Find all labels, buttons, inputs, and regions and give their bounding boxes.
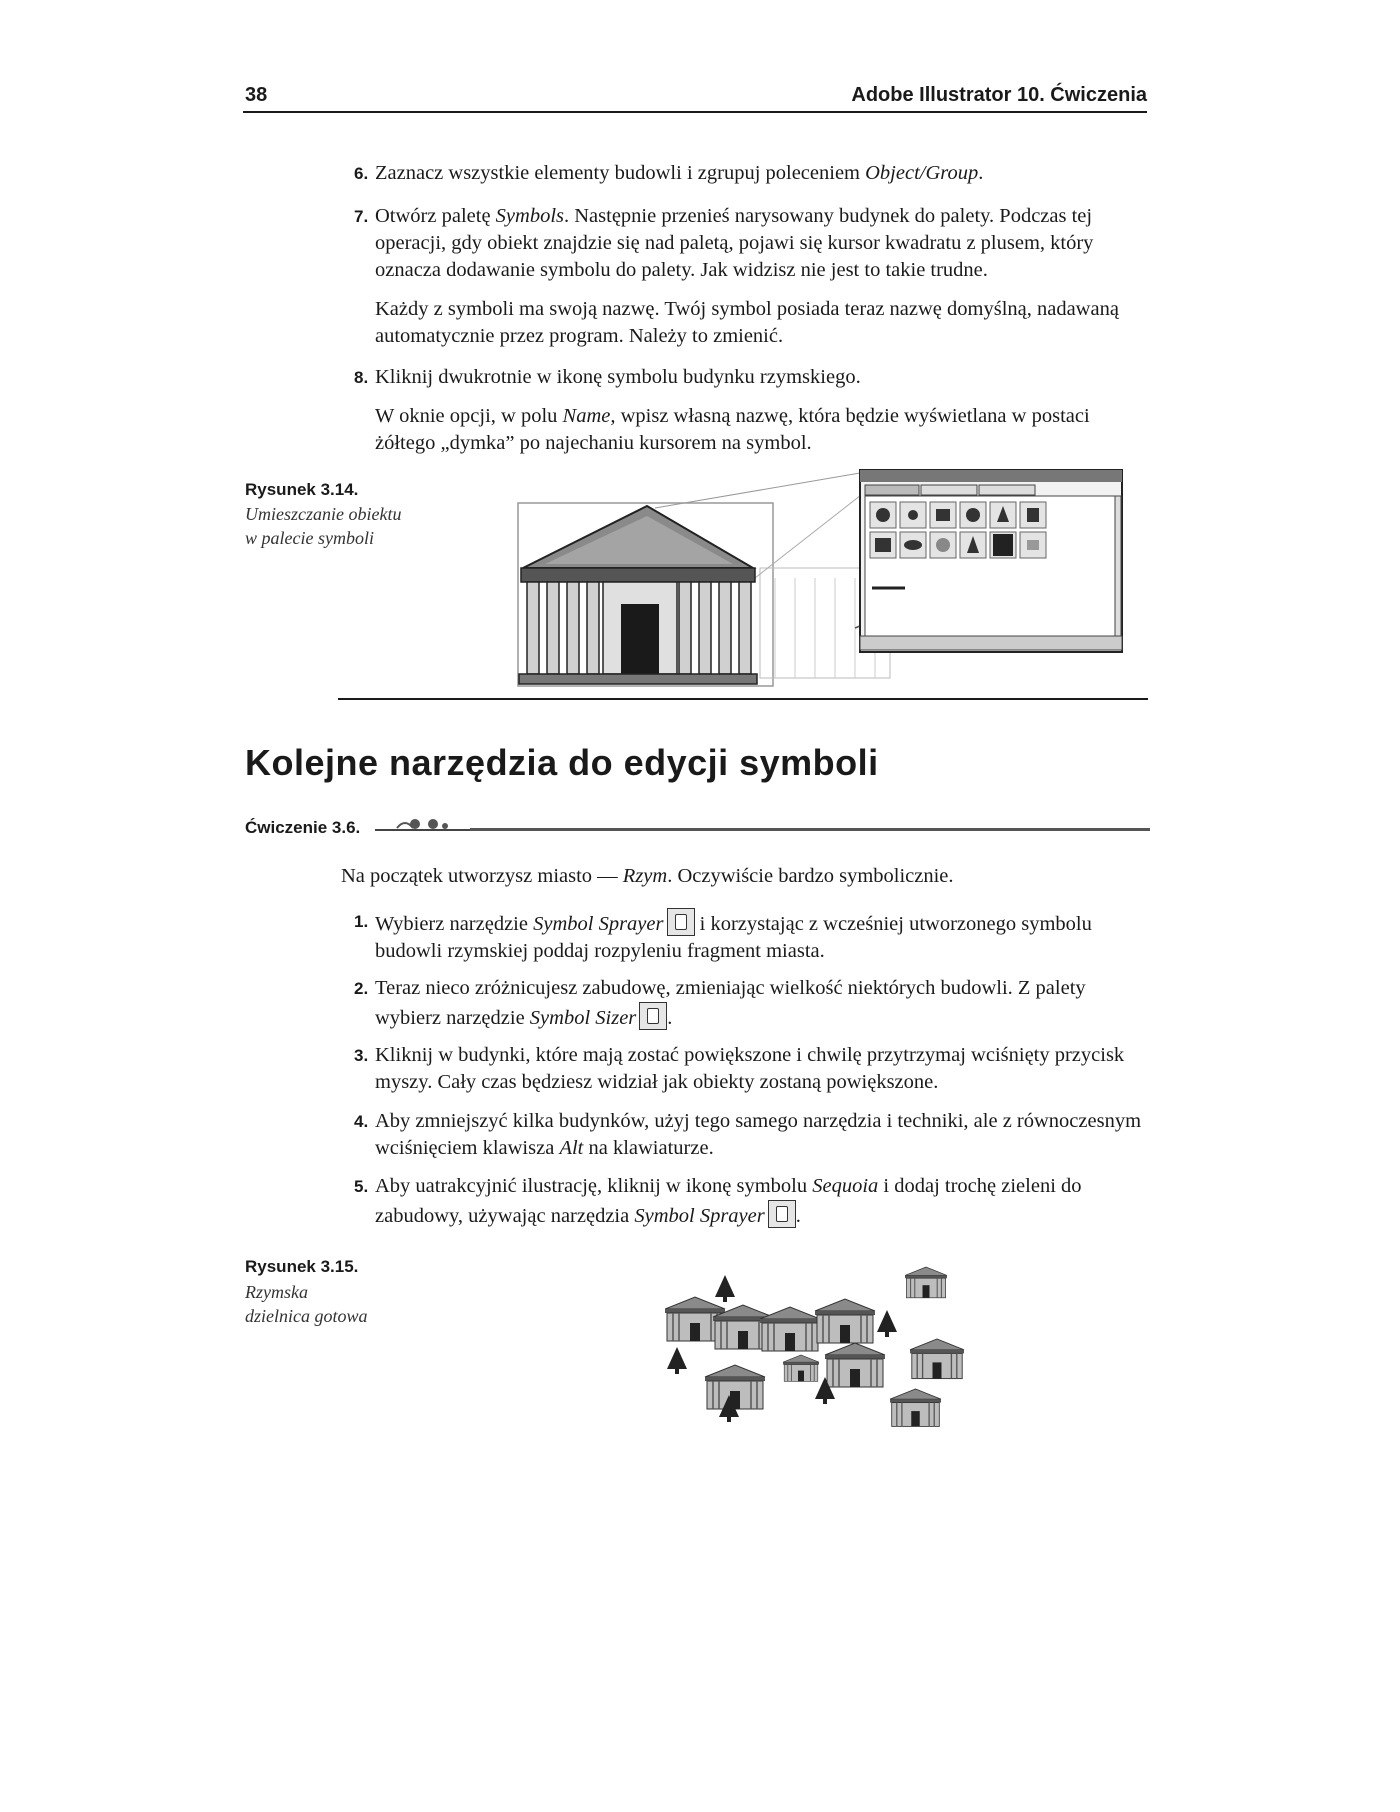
sequoia-tree bbox=[877, 1310, 897, 1337]
step-number: 7. bbox=[354, 207, 369, 226]
figure-1-caption-line2: w palecie symboli bbox=[245, 528, 374, 548]
building-door bbox=[621, 604, 659, 674]
step-text: Teraz nieco zróżnicujesz zabudowę, zmieniając wielkość niektórych budowli. Z palety wybierz narzędzie bbox=[375, 977, 1086, 1029]
step-text: Aby uatrakcyjnić ilustrację, kliknij w ikonę symbolu bbox=[375, 1175, 813, 1197]
step-text: Kliknij w budynki, które mają zostać powiększone i chwilę przytrzymaj wciśnięty przycisk myszy. Cały czas będziesz widział jak obiekty zostaną powiększone. bbox=[375, 1044, 1125, 1093]
exercise-label: Ćwiczenie 3.6. bbox=[245, 818, 361, 837]
step-italic-2: Symbol Sprayer bbox=[634, 1205, 765, 1227]
symbol-sizer-icon bbox=[639, 1002, 667, 1030]
step-text: Zaznacz wszystkie elementy budowli i zgrupuj poleceniem bbox=[375, 162, 866, 184]
figure-2-illustration bbox=[665, 1255, 975, 1440]
step-italic: Symbol Sizer bbox=[529, 1007, 637, 1029]
step-italic: Alt bbox=[559, 1137, 584, 1159]
paragraph-name-field bbox=[375, 403, 1115, 457]
symbol-sprayer-icon bbox=[667, 908, 695, 936]
step-1 bbox=[354, 908, 1145, 965]
paragraph-italic: Name, bbox=[562, 405, 616, 427]
step-text-after: na klawiaturze. bbox=[583, 1137, 714, 1159]
step-italic: Symbol Sprayer bbox=[533, 913, 664, 935]
step-text-after-2: . bbox=[795, 1205, 801, 1227]
figure-1-caption-line1: Umieszczanie obiektu bbox=[245, 504, 402, 524]
step-6 bbox=[354, 160, 1155, 187]
symbol-sprayer-icon bbox=[768, 1200, 796, 1228]
roman-building bbox=[825, 1343, 885, 1387]
intro-paragraph bbox=[341, 863, 1141, 890]
roman-building bbox=[890, 1389, 941, 1426]
step-number: 3. bbox=[354, 1046, 369, 1065]
building-entablature bbox=[521, 568, 755, 582]
figure-1-label: Rysunek 3.14. bbox=[245, 480, 359, 499]
step-8 bbox=[354, 364, 1155, 391]
step-text-after: . bbox=[978, 162, 984, 184]
step-number: 2. bbox=[354, 979, 369, 998]
roman-building bbox=[783, 1355, 819, 1381]
paragraph-text-after: wpisz własną nazwę, która będzie wyświetlana w postaci żółtego „dymka” po najechaniu kursorem na symbol. bbox=[375, 405, 1090, 454]
page-number: 38 bbox=[245, 84, 268, 106]
intro-text-after: . Oczywiście bardzo symbolicznie. bbox=[667, 865, 954, 887]
figure-1-rule bbox=[338, 698, 1148, 700]
step-number: 4. bbox=[354, 1112, 369, 1131]
exercise-ornament-icon bbox=[375, 816, 471, 836]
book-title: Adobe Illustrator 10. Ćwiczenia bbox=[851, 84, 1147, 106]
step-number: 6. bbox=[354, 164, 369, 183]
step-italic: Sequoia bbox=[812, 1175, 879, 1197]
step-text: Wybierz narzędzie bbox=[375, 913, 534, 935]
step-text: Otwórz paletę bbox=[375, 205, 496, 227]
figure-2-caption-line1: Rzymska bbox=[245, 1282, 308, 1302]
figure-1-illustration bbox=[515, 468, 1125, 690]
step-text: Aby zmniejszyć kilka budynków, użyj tego samego narzędzia i techniki, ale z równoczesnym wciśnięciem klawisza bbox=[375, 1110, 1142, 1159]
figure-2-label: Rysunek 3.15. bbox=[245, 1257, 359, 1276]
figure-2-caption-line2: dzielnica gotowa bbox=[245, 1306, 368, 1326]
sequoia-tree bbox=[715, 1275, 735, 1302]
roman-building bbox=[760, 1307, 820, 1351]
roman-building bbox=[815, 1299, 875, 1343]
step-text-after: i korzystając z wcześniej utworzonego symbolu budowli rzymskiej poddaj rozpyleniu fragment miasta. bbox=[375, 913, 1092, 962]
exercise-rule bbox=[470, 828, 1150, 831]
step-text-after: . bbox=[667, 1007, 673, 1029]
step-number: 5. bbox=[354, 1177, 369, 1196]
step-italic: Symbols bbox=[495, 205, 564, 227]
roman-building bbox=[910, 1339, 964, 1379]
step-3 bbox=[354, 1042, 1145, 1096]
step-text: Kliknij dwukrotnie w ikonę symbolu budynku rzymskiego. bbox=[375, 366, 861, 388]
step-number: 1. bbox=[354, 912, 369, 931]
sequoia-tree bbox=[667, 1347, 687, 1374]
symbols-palette-window bbox=[860, 470, 1122, 652]
intro-italic: Rzym bbox=[622, 865, 668, 887]
paragraph-text: Każdy z symboli ma swoją nazwę. Twój symbol posiada teraz nazwę domyślną, nadawaną automatycznie przez program. Należy to zmienić. bbox=[375, 298, 1119, 347]
step-2 bbox=[354, 975, 1145, 1032]
header-rule bbox=[243, 111, 1147, 113]
intro-text: Na początek utworzysz miasto — bbox=[341, 865, 623, 887]
step-italic: Object/Group bbox=[865, 162, 979, 184]
building-base bbox=[519, 674, 757, 684]
roman-building bbox=[905, 1267, 947, 1298]
step-text-after: i dodaj trochę zieleni do zabudowy, używając narzędzia bbox=[375, 1175, 1082, 1227]
roman-building bbox=[705, 1365, 765, 1409]
step-5 bbox=[354, 1173, 1145, 1230]
paragraph-symbol-name bbox=[375, 296, 1155, 350]
step-7 bbox=[354, 203, 1155, 284]
step-number: 8. bbox=[354, 368, 369, 387]
step-4 bbox=[354, 1108, 1145, 1162]
step-text-after: . Następnie przenieś narysowany budynek do palety. Podczas tej operacji, gdy obiekt znajdzie się nad paletą, pojawi się kursor kwadratu z plusem, który oznacza dodawanie symbolu do palety. Jak widzisz nie jest to takie trudne. bbox=[375, 205, 1094, 281]
section-title: Kolejne narzędzia do edycji symboli bbox=[245, 742, 879, 783]
paragraph-text: W oknie opcji, w polu bbox=[375, 405, 563, 427]
